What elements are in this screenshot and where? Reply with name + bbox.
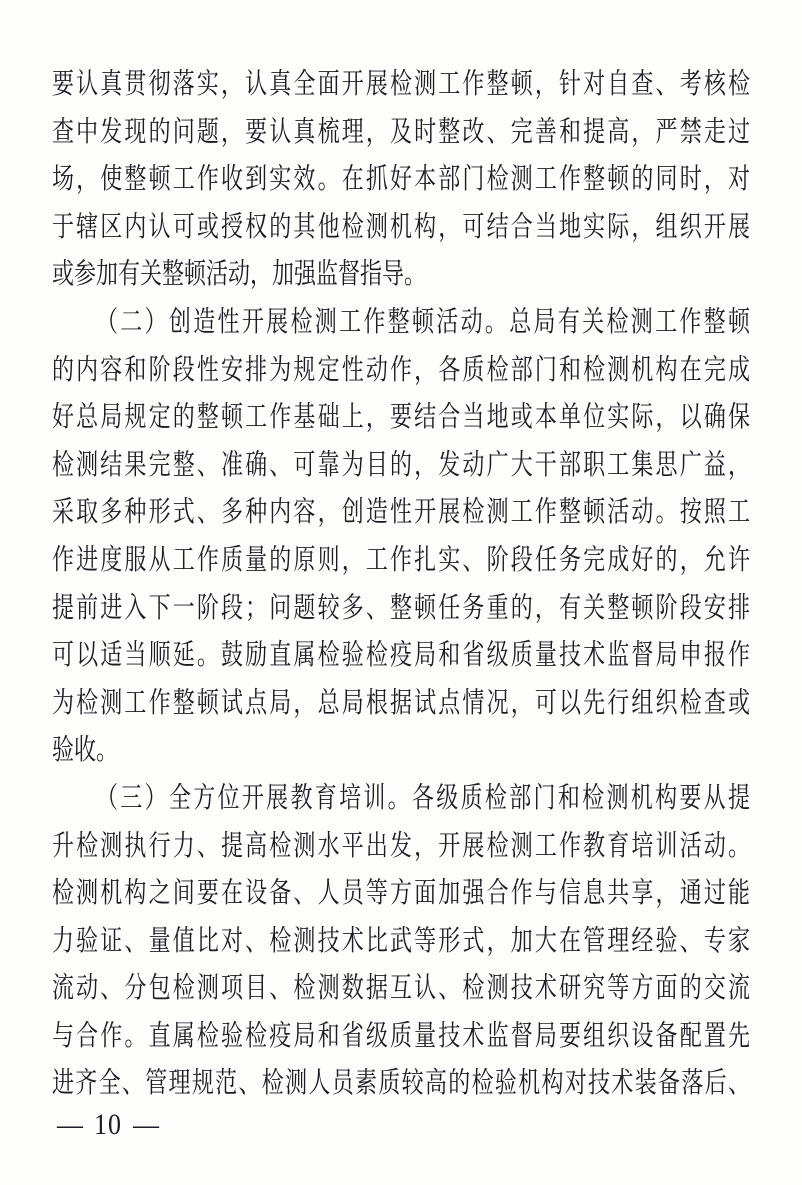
- text-line: 查中发现的问题，要认真梳理，及时整改、完善和提高，严禁走过: [52, 114, 750, 148]
- text-line: （二）创造性开展检测工作整顿活动。总局有关检测工作整顿: [96, 305, 750, 338]
- text-line: 验收。: [52, 733, 119, 766]
- text-line: 好总局规定的整顿工作基础上，要结合当地或本单位实际，以确保: [52, 400, 750, 433]
- text-line: 进齐全、管理规范、检测人员素质较高的检验机构对技术装备落后、: [52, 1066, 750, 1100]
- text-line: 与合作。直属检验检疫局和省级质量技术监督局要组织设备配置先: [52, 1019, 750, 1052]
- paragraph-section-2: [52, 298, 750, 774]
- text-line: 升检测执行力、提高检测水平出发，开展检测工作教育培训活动。: [52, 828, 750, 862]
- text-line: 要认真贯彻落实，认真全面开展检测工作整顿，针对自查、考核检: [52, 67, 750, 100]
- text-line: 流动、分包检测项目、检测数据互认、检测技术研究等方面的交流: [52, 971, 750, 1004]
- text-line: 为检测工作整顿试点局，总局根据试点情况，可以先行组织检查或: [52, 685, 750, 719]
- text-line: 检测结果完整、准确、可靠为目的，发动广大干部职工集思广益，: [52, 447, 750, 481]
- text-line: 可以适当顺延。鼓励直属检验检疫局和省级质量技术监督局申报作: [52, 638, 750, 671]
- text-line: 作进度服从工作质量的原则，工作扎实、阶段任务完成好的，允许: [52, 543, 750, 576]
- paragraph-section-3: [52, 774, 750, 1107]
- text-line: 提前进入下一阶段；问题较多、整顿任务重的，有关整顿阶段安排: [52, 590, 750, 624]
- paragraph-continuation: [52, 60, 750, 298]
- page-number: [57, 1100, 159, 1149]
- page-number-dash-right: —: [133, 1108, 159, 1141]
- page-number-dash-left: —: [57, 1108, 83, 1141]
- text-line: 力验证、量值比对、检测技术比武等形式，加大在管理经验、专家: [52, 923, 750, 957]
- text-line: 的内容和阶段性安排为规定性动作，各质检部门和检测机构在完成: [52, 352, 750, 386]
- text-line: 检测机构之间要在设备、人员等方面加强合作与信息共享，通过能: [52, 876, 750, 909]
- text-line: 采取多种形式、多种内容，创造性开展检测工作整顿活动。按照工: [52, 495, 750, 529]
- text-line: 或参加有关整顿活动，加强监督指导。: [52, 257, 427, 291]
- text-line: （三）全方位开展教育培训。各级质检部门和检测机构要从提: [96, 781, 750, 814]
- document-body: [52, 60, 750, 1107]
- text-line: 场，使整顿工作收到实效。在抓好本部门检测工作整顿的同时，对: [52, 162, 750, 195]
- page-number-value: 10: [94, 1108, 122, 1141]
- text-line: 于辖区内认可或授权的其他检测机构，可结合当地实际，组织开展: [52, 209, 750, 243]
